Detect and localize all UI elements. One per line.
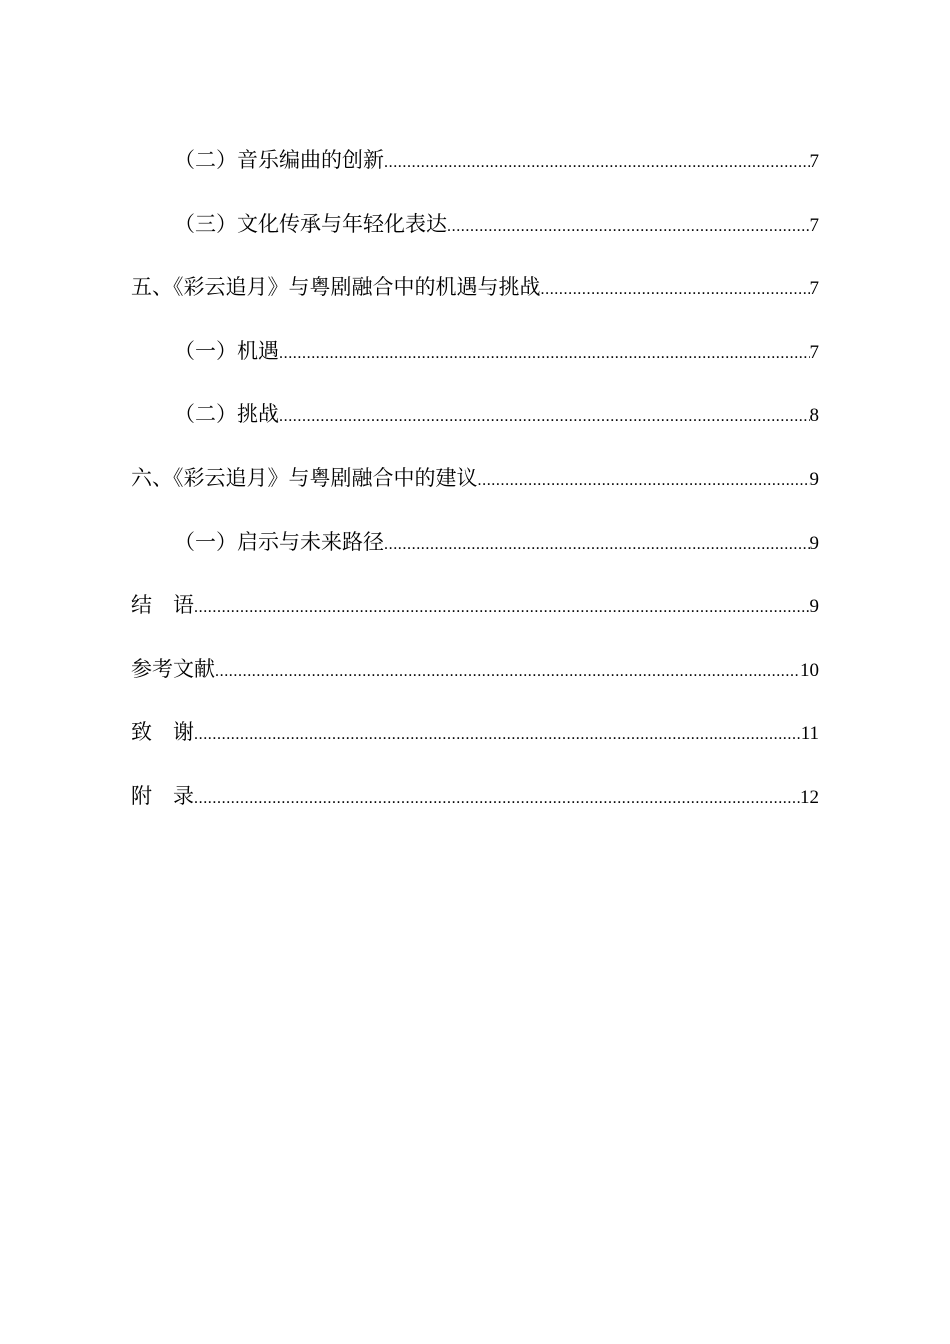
toc-entry-page-number: 7 bbox=[809, 151, 819, 172]
dot-leader bbox=[279, 336, 810, 372]
toc-entry-title: （一）机遇 bbox=[174, 338, 279, 363]
dot-leader bbox=[384, 145, 810, 181]
toc-entry-title: （二）挑战 bbox=[174, 402, 279, 427]
toc-entry-acknowledgements[interactable] bbox=[131, 714, 819, 778]
toc-entry-page-number: 7 bbox=[809, 341, 819, 363]
toc-entry-chapter-six[interactable] bbox=[131, 460, 819, 524]
toc-entry-challenges[interactable] bbox=[131, 396, 819, 460]
dot-leader bbox=[279, 399, 810, 435]
toc-entry-page-number: 7 bbox=[809, 214, 819, 236]
toc-entry-music-arrangement[interactable] bbox=[131, 142, 819, 206]
toc-entry-title: （三）文化传承与年轻化表达 bbox=[174, 211, 447, 236]
dot-leader bbox=[194, 717, 801, 753]
toc-entry-page-number: 9 bbox=[809, 596, 819, 618]
toc-entry-page-number: 7 bbox=[809, 278, 819, 300]
toc-entry-page-number: 8 bbox=[809, 405, 819, 427]
dot-leader bbox=[447, 209, 810, 245]
toc-entry-title: 致 谢 bbox=[131, 720, 194, 745]
toc-entry-page-number: 12 bbox=[800, 786, 819, 808]
toc-entry-title: 五、《彩云追月》与粤剧融合中的机遇与挑战 bbox=[131, 275, 541, 300]
toc-entry-page-number: 10 bbox=[800, 659, 819, 681]
toc-entry-cultural-heritage[interactable] bbox=[131, 206, 819, 270]
dot-leader bbox=[478, 463, 810, 499]
toc-entry-page-number: 9 bbox=[809, 468, 819, 490]
toc-entry-page-number: 9 bbox=[809, 532, 819, 554]
dot-leader bbox=[215, 654, 800, 690]
toc-entry-chapter-five[interactable] bbox=[131, 269, 819, 333]
dot-leader bbox=[194, 590, 810, 626]
toc-entry-title: 附 录 bbox=[131, 783, 194, 808]
dot-leader bbox=[194, 781, 800, 817]
table-of-contents bbox=[131, 142, 819, 842]
toc-entry-title: （二）音乐编曲的创新 bbox=[174, 148, 384, 172]
toc-entry-title: 结 语 bbox=[131, 593, 194, 618]
toc-entry-title: （一）启示与未来路径 bbox=[174, 529, 384, 554]
toc-entry-future-path[interactable] bbox=[131, 524, 819, 588]
toc-entry-title: 参考文献 bbox=[131, 656, 215, 681]
toc-entry-title: 六、《彩云追月》与粤剧融合中的建议 bbox=[131, 465, 478, 490]
toc-entry-appendix[interactable] bbox=[131, 778, 819, 842]
dot-leader bbox=[384, 527, 810, 563]
toc-entry-page-number: 11 bbox=[800, 723, 819, 745]
toc-entry-opportunities[interactable] bbox=[131, 333, 819, 397]
toc-entry-conclusion[interactable] bbox=[131, 587, 819, 651]
toc-entry-references[interactable] bbox=[131, 651, 819, 715]
dot-leader bbox=[541, 272, 810, 308]
